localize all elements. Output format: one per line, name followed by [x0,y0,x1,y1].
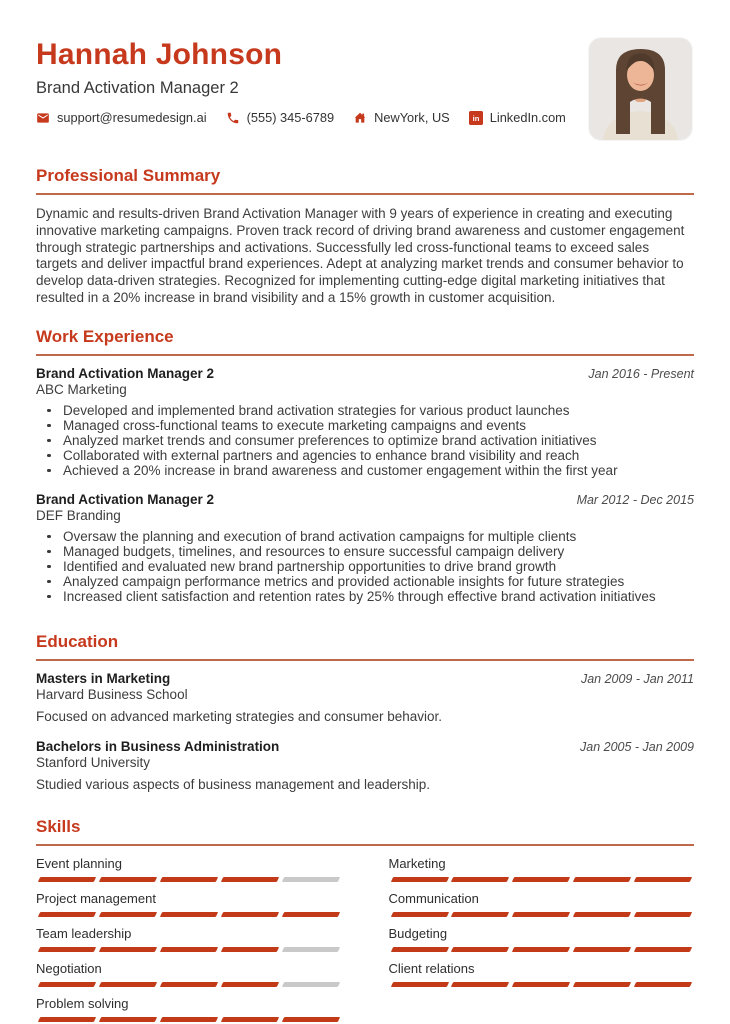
job-entry-dates: Jan 2016 - Present [588,366,694,381]
svg-text:in: in [472,113,480,123]
section-divider [36,193,694,195]
skill-name: Event planning [36,855,123,871]
skill-segment-filled [160,877,218,882]
skill-segment-filled [451,982,509,987]
job-bullet-list [36,403,694,478]
candidate-name: Hannah Johnson [36,38,283,71]
job-entry-organization: ABC Marketing [36,381,127,397]
section-divider [36,354,694,356]
skill-segment-filled [573,877,631,882]
skill-name: Communication [388,890,479,906]
skill-segment-filled [99,982,157,987]
resume-header [36,38,694,142]
skill-segment-filled [99,912,157,917]
skill-item [389,891,695,917]
job-bullet-list [36,529,694,604]
job-entry-organization: DEF Branding [36,507,121,523]
skill-level-bar [389,947,695,952]
contact-text: NewYork, US [374,110,450,125]
job-entry [36,492,694,604]
job-entry-dates: Mar 2012 - Dec 2015 [576,492,694,507]
linkedin-icon [469,111,483,125]
skill-name: Team leadership [36,925,132,941]
skill-segment-filled [634,947,692,952]
experience-section-title: Work Experience [36,326,174,346]
skill-segment-empty [281,877,339,882]
avatar-illustration [589,38,692,140]
skill-segment-filled [573,947,631,952]
degree-entry [36,739,694,793]
skill-name: Problem solving [36,995,129,1011]
skill-segment-filled [390,947,448,952]
skill-item [36,891,342,917]
candidate-job-title: Brand Activation Manager 2 [36,79,239,97]
job-bullet: Developed and implemented brand activation strategies for various product launches [36,403,694,418]
skill-segment-filled [512,982,570,987]
skill-item [389,856,695,882]
contact-item-4 [469,110,566,125]
skill-segment-filled [38,877,96,882]
skill-level-bar [36,912,342,917]
skill-item [389,961,695,987]
skill-segment-filled [512,877,570,882]
job-entry-title: Brand Activation Manager 2 [36,491,215,507]
contact-text: (555) 345-6789 [246,110,335,125]
education-section-title: Education [36,631,119,651]
degree-entry-title: Bachelors in Business Administration [36,738,280,754]
skill-segment-filled [221,877,279,882]
skill-segment-filled [38,947,96,952]
skill-segment-filled [451,947,509,952]
skills-grid [36,856,694,1024]
summary-text: Dynamic and results-driven Brand Activation Manager with 9 years of experience in creating and executing innovative marketing campaigns. Proven track record of driving brand awareness and customer engagement through strategic partnerships and activations. Successfully led cross-functional teams to exceed sales targets and deliver impactful brand experiences. Adept at analyzing market trends and consumer behavior to develop data-driven strategies. Recognized for implementing cutting-edge digital marketing initiatives that resulted in a 20% increase in brand visibility and a 15% growth in customer acquisition. [36,206,685,305]
skill-segment-filled [221,1017,279,1022]
degree-entry-dates: Jan 2005 - Jan 2009 [580,739,694,754]
skill-name: Project management [36,890,156,906]
contact-item-2 [226,110,335,125]
skill-level-bar [36,947,342,952]
skill-level-bar [36,982,342,987]
skill-segment-filled [160,982,218,987]
section-summary [36,166,694,307]
skill-segment-filled [160,912,218,917]
home-icon [353,111,367,125]
job-bullet: Collaborated with external partners and agencies to enhance brand visibility and reach [36,448,694,463]
skill-name: Client relations [388,960,475,976]
skill-segment-filled [634,982,692,987]
contact-text: support@resumedesign.ai [57,110,207,125]
skill-segment-filled [451,877,509,882]
contact-item-3 [353,110,450,125]
skill-segment-filled [634,912,692,917]
skill-name: Negotiation [36,960,102,976]
skill-level-bar [389,982,695,987]
job-bullet: Oversaw the planning and execution of brand activation campaigns for multiple clients [36,529,694,544]
skill-segment-filled [38,982,96,987]
skill-segment-empty [281,947,339,952]
contact-item-1 [36,110,207,125]
phone-icon [226,111,240,125]
skill-level-bar [389,877,695,882]
skill-segment-filled [38,1017,96,1022]
skill-level-bar [389,912,695,917]
skills-column-2 [389,856,695,1024]
degree-entry-header [36,739,694,755]
job-entry [36,366,694,478]
skill-level-bar [36,877,342,882]
job-bullet: Identified and evaluated new brand partnership opportunities to drive brand growth [36,559,694,574]
summary-section-title: Professional Summary [36,166,221,185]
skill-segment-filled [221,912,279,917]
email-icon [36,111,50,125]
skill-level-bar [36,1017,342,1022]
skills-section-title: Skills [36,816,81,836]
skill-item [36,996,342,1022]
section-divider [36,659,694,661]
skill-segment-filled [160,947,218,952]
skill-segment-filled [573,912,631,917]
skill-segment-filled [573,982,631,987]
skill-segment-filled [160,1017,218,1022]
skill-segment-filled [99,1017,157,1022]
skill-name: Marketing [388,855,446,871]
skill-segment-filled [221,982,279,987]
skill-segment-filled [512,912,570,917]
contact-text: LinkedIn.com [489,110,566,125]
job-bullet: Managed budgets, timelines, and resources to ensure successful campaign delivery [36,544,694,559]
job-bullet: Achieved a 20% increase in brand awareness and customer engagement within the first year [36,463,694,478]
skill-segment-filled [38,912,96,917]
skill-segment-filled [390,982,448,987]
job-entry-header [36,366,694,382]
skill-segment-filled [99,947,157,952]
section-experience [36,327,694,604]
section-education [36,632,694,793]
section-divider [36,844,694,846]
skill-segment-filled [512,947,570,952]
job-list [36,366,694,604]
skill-segment-filled [221,947,279,952]
section-skills [36,817,694,1024]
degree-entry-title: Masters in Marketing [36,670,171,686]
degree-entry [36,671,694,725]
degree-entry-header [36,671,694,687]
job-bullet: Analyzed campaign performance metrics and provided actionable insights for future strategies [36,574,694,589]
degree-entry-organization: Harvard Business School [36,686,188,702]
job-entry-title: Brand Activation Manager 2 [36,365,215,381]
skill-name: Budgeting [388,925,448,941]
skill-segment-filled [390,912,448,917]
degree-note: Studied various aspects of business management and leadership. [36,776,430,792]
degree-entry-organization: Stanford University [36,754,151,770]
skill-segment-filled [281,1017,339,1022]
skill-segment-filled [281,912,339,917]
skill-segment-empty [281,982,339,987]
skill-item [36,856,342,882]
skill-item [36,961,342,987]
job-entry-header [36,492,694,508]
skill-segment-filled [451,912,509,917]
degree-list [36,671,694,793]
degree-note: Focused on advanced marketing strategies and consumer behavior. [36,708,442,724]
skill-segment-filled [390,877,448,882]
job-bullet: Analyzed market trends and consumer preferences to optimize brand activation initiatives [36,433,694,448]
skill-segment-filled [634,877,692,882]
profile-photo [589,38,692,140]
skill-item [36,926,342,952]
skills-column-1 [36,856,342,1024]
degree-entry-dates: Jan 2009 - Jan 2011 [580,671,694,686]
job-bullet: Increased client satisfaction and retention rates by 25% through effective brand activation initiatives [36,589,694,604]
skill-segment-filled [99,877,157,882]
job-bullet: Managed cross-functional teams to execute marketing campaigns and events [36,418,694,433]
skill-item [389,926,695,952]
